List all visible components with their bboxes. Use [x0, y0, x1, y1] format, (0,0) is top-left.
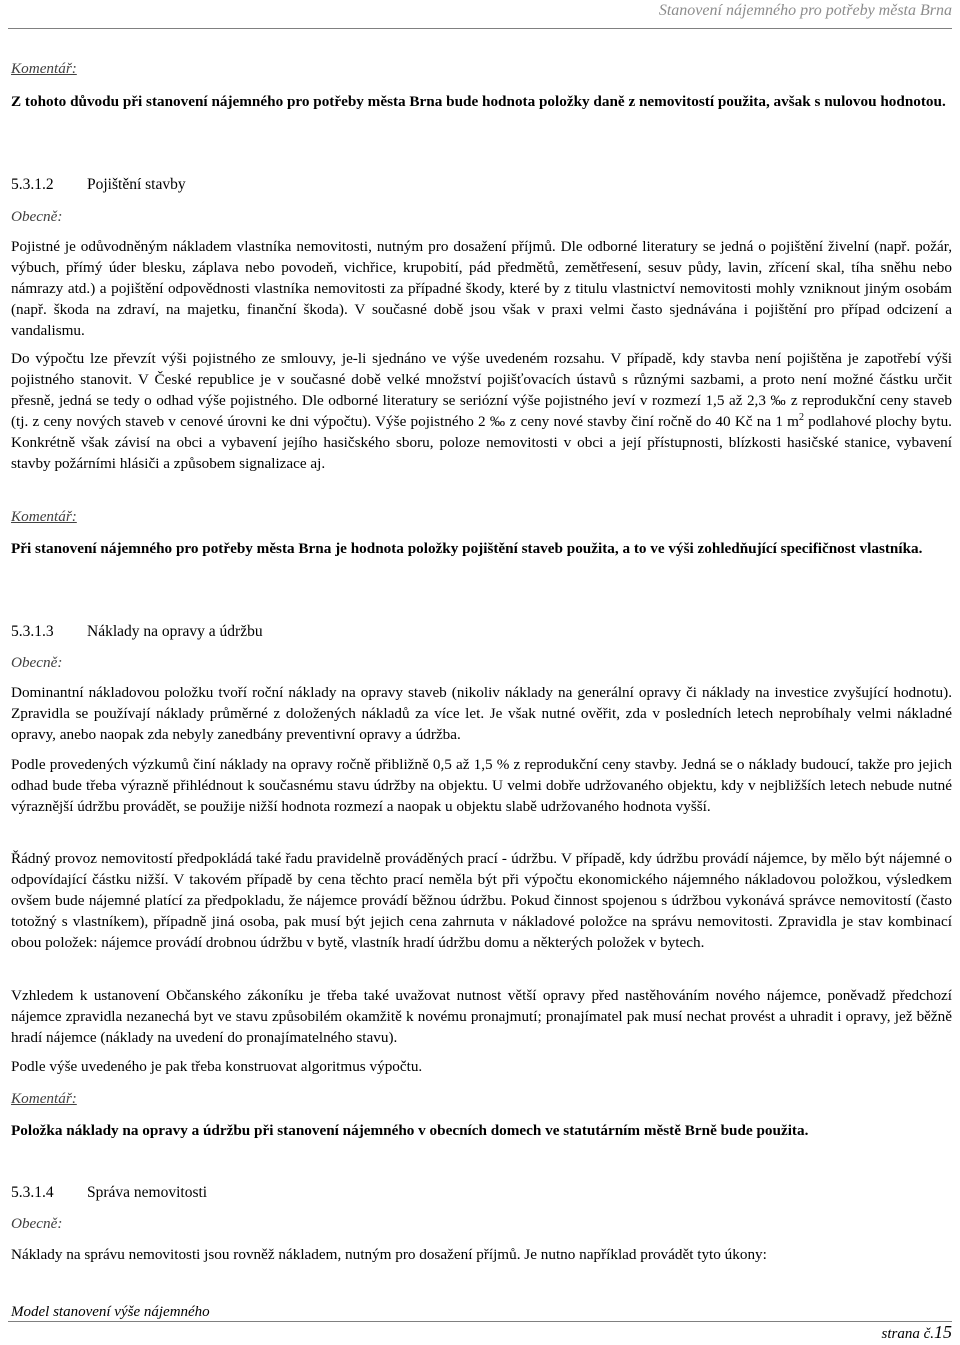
- footer-rule: [8, 1321, 952, 1322]
- general-label-3: Obecně:: [11, 1215, 63, 1232]
- section-heading-5-3-1-2: [11, 174, 952, 195]
- section-title: Náklady na opravy a údržbu: [87, 623, 263, 640]
- paragraph-management-1: Náklady na správu nemovitosti jsou rovněž nákladem, nutným pro dosažení příjmů. Je nutno například provádět tyto úkony:: [11, 1246, 767, 1263]
- paragraph-repairs-3: Řádný provoz nemovitostí předpokládá také řadu pravidelně prováděných prací - údržbu. V případě, kdy údržbu provádí nájemce, by mělo být nájemné o odpovídající částku nižší. V takovém případě by cena těchto prací neměla být při výpočtu ekonomického nájemného nákladovou položkou, výsledkem ovšem bude nájemné platící za předpokladu, že nájemce provádí běžnou údržbu. Pokud činnost spojenou s údržbou vykonává správce nemovitostí (často totožný s vlastníkem), případně jiná osoba, pak musí být jejich cena zahrnuta v nákladové položce na správu nemovitosti. Zpravidla je stav kombinací obou položek: nájemce provádí drobnou údržbu v bytě, vlastník hradí údržbu domu a některých položek v bytech.: [11, 850, 952, 951]
- general-label-1: Obecně:: [11, 208, 63, 225]
- section-heading-5-3-1-3: [11, 621, 952, 642]
- section-number: 5.3.1.2: [11, 176, 54, 193]
- header-rule: [8, 28, 952, 29]
- paragraph-insurance-2: Do výpočtu lze převzít výši pojistného ze smlouvy, je-li sjednáno ve výše uvedeném rozsahu. V případě, kdy stavba není pojištěna je zapotřebí výši pojistného stanovit. V České republice je v současné době velké množství pojišťovacích ústavů s různými sazbami, a proto není možné částku určit přesně, jedná se tedy o odhad výše pojistného. Dle odborné literatury se seriózní výše pojistného jeví v rozmezí 1,5 až 2,3 ‰ z reprodukční ceny staveb (tj. z ceny nových staveb v cenové úrovni ke dni výpočtu). Výše pojistného 2 ‰ z ceny nové stavby činí ročně do 40 Kč na 1 $m^2$ podlahové plochy bytu. Konkrétně však závisí na obci a vybavení jejího hasičského sboru, poloze nemovitosti v obci a její přístupnosti, blízkosti hasičské stanice, vybavení stavby požárními hlásiči a způsobem signalizace aj.: [11, 350, 952, 472]
- paragraph-repairs-4: Vzhledem k ustanovení Občanského zákoníku je třeba také uvažovat nutnost větší opravy před nastěhováním nového nájemce, poněvadž předchozí nájemce zpravidla nezanechá byt ve stavu způsobilém okamžitě k novému pronajmutí; pronajímatel pak musí nechat provést a uhradit i opravy, jež běžně hradí nájemce (náklady na uvedení do pronajímatelného stavu).: [11, 987, 952, 1046]
- paragraph-repairs-1: Dominantní nákladovou položku tvoří roční náklady na opravy staveb (nikoliv náklady na generální opravy či náklady na investice zvyšující hodnotu). Zpravidla se používají náklady průměrné z doložených nákladů za více let. Je však nutné ověřit, zda v posledních letech neprobíhaly velmi nákladné opravy, anebo naopak zda nebyly zanedbány preventivní opravy a údržba.: [11, 684, 952, 743]
- running-header: Stanovení nájemného pro potřeby města Brna: [658, 2, 952, 19]
- paragraph-repairs-2: Podle provedených výzkumů činí náklady na opravy ročně přibližně 0,5 až 1,5 % z reprodukční ceny stavby. Jedná se o náklady budoucí, takže pro jejich odhad bude třeba výrazně přihlédnout k současnému stavu údržby na objektu. U velmi dobře udržovaného objektu, kdy v nejbližších letech nebude nutné výraznější údržbu provádět, se použije nižší hodnota rozmezí a naopak u objektu slabě udržovaného hodnota vyšší.: [11, 756, 952, 815]
- general-label-2: Obecně:: [11, 654, 63, 671]
- comment-label-3: Komentář:: [11, 1090, 77, 1107]
- comment-3-text: Položka náklady na opravy a údržbu při stanovení nájemného v obecních domech ve statutárním městě Brně bude použita.: [11, 1122, 809, 1139]
- section-number: 5.3.1.3: [11, 623, 54, 640]
- comment-1-text: Z tohoto důvodu při stanovení nájemného pro potřeby města Brna bude hodnota položky daně z nemovitostí použita, avšak s nulovou hodnotou.: [11, 93, 946, 110]
- section-number: 5.3.1.4: [11, 1184, 54, 1201]
- footer-page-number: strana č.15: [881, 1322, 952, 1342]
- comment-label-2: Komentář:: [11, 508, 77, 525]
- section-title: Pojištění stavby: [87, 176, 186, 193]
- footer-document-title: Model stanovení výše nájemného: [11, 1304, 210, 1320]
- section-title: Správa nemovitosti: [87, 1184, 208, 1201]
- paragraph-repairs-5: Podle výše uvedeného je pak třeba konstruovat algoritmus výpočtu.: [11, 1058, 423, 1075]
- comment-label-1: Komentář:: [11, 60, 77, 77]
- paragraph-insurance-1: Pojistné je odůvodněným nákladem vlastníka nemovitosti, nutným pro dosažení příjmů. Dle odborné literatury se jedná o pojištění živelní (např. požár, výbuch, přímý úder blesku, záplava nebo povodeň, vichřice, krupobití, pád předmětů, zemětřesení, sesuv půdy, lavin, zřícení skal, tíha sněhu nebo námrazy atd.) a pojištění odpovědnosti vlastníka nemovitosti za případné škody, které by z titulu vlastnictví nemovitosti mohly vzniknout jiným osobám (např. škoda na zdraví, na majetku, finanční škoda). V současné době jsou však v praxi velmi často sjednávána i pojištění pro případ odcizení a vandalismu.: [11, 238, 952, 339]
- comment-2-text: Při stanovení nájemného pro potřeby města Brna je hodnota položky pojištění staveb použita, a to ve výši zohledňující specifičnost vlastníka.: [11, 540, 923, 557]
- section-heading-5-3-1-4: [11, 1182, 952, 1203]
